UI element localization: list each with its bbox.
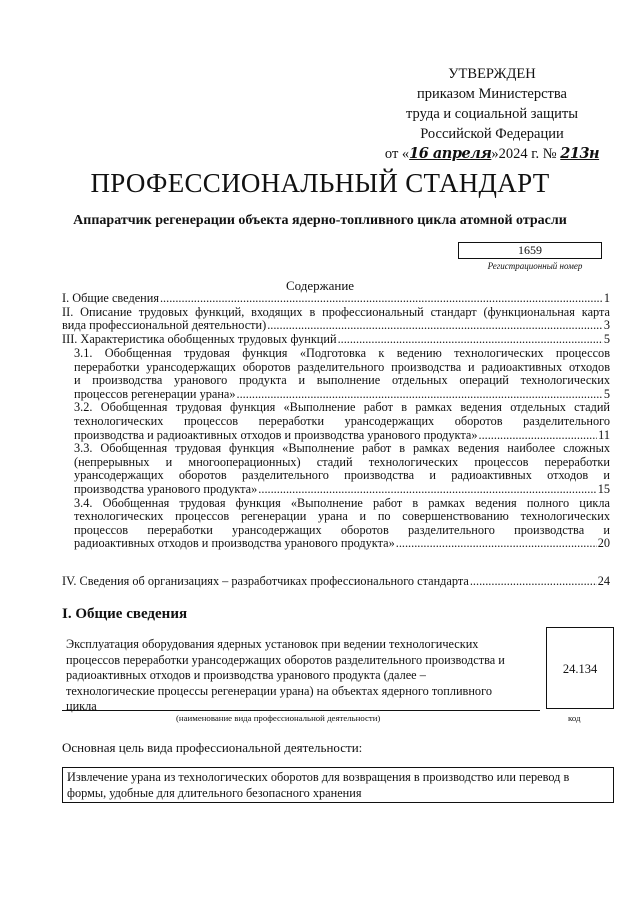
toc-item[interactable]: производства и радиоактивных отходов и производства уранового продукта» ..... 11: [74, 429, 610, 443]
table-of-contents: [62, 292, 610, 346]
toc-item-line: и производства уранового продукта и выполнение отдельных операций технологических: [74, 373, 610, 388]
toc-item-line: процессов переработки урансодержащих оборотов разделительного производства и: [74, 522, 610, 537]
handwritten-number: 213н: [560, 145, 600, 162]
toc-item-line: переработки урансодержащих оборотов разделительного производства и радиоактивных отходов: [74, 359, 610, 374]
approval-line: УТВЕРЖДЕН: [448, 66, 536, 82]
toc-subsection-list: [74, 347, 610, 551]
toc-item[interactable]: вида профессиональной деятельности) ..... 3: [62, 319, 610, 333]
approval-block: [372, 64, 612, 164]
activity-line: Эксплуатация оборудования ядерных установок при ведении технологических: [66, 637, 479, 651]
activity-line: цикла: [66, 699, 97, 713]
toc-item[interactable]: процессов регенерации урана» ..... 5: [74, 388, 610, 402]
toc-item-lead: 3.4. Обобщенная трудовая функция «Выполнение работ в рамках ведения полного цикла: [74, 495, 610, 510]
toc-item-lead: II. Описание трудовых функций, входящих в профессиональный стандарт (функциональная карта: [62, 304, 610, 319]
activity-line: технологические процессы регенерации урана) на объектах ядерного топливного: [66, 683, 492, 698]
approval-line: Российской Федерации: [420, 126, 564, 142]
document-title: ПРОФЕССИОНАЛЬНЫЙ СТАНДАРТ: [90, 168, 550, 198]
toc-item-line: технологических процессов регенерации урана и по совершенствованию технологических: [74, 509, 610, 524]
toc-item-line: урансодержащих оборотов разделительного производства и радиоактивных отходов и: [74, 468, 610, 483]
toc-final: [62, 575, 610, 589]
code-caption: код: [568, 713, 581, 723]
approval-line: приказом Министерства: [417, 86, 567, 102]
purpose-line: формы, удобные для длительного безопасного хранения: [67, 785, 362, 800]
toc-item[interactable]: I. Общие сведения ..... 1: [62, 292, 610, 306]
document-subtitle: Аппаратчик регенерации объекта ядерно-топливного цикла атомной отрасли: [73, 213, 567, 228]
toc-item-line: (непрерывных и многооперационных) стадий технологических процессов переработки: [74, 454, 610, 469]
toc-item[interactable]: производства уранового продукта» ..... 15: [74, 483, 610, 497]
approval-line: труда и социальной защиты: [406, 106, 578, 122]
toc-item-lead: 3.1. Обобщенная трудовая функция «Подготовка к ведению технологических процессов: [74, 346, 610, 360]
registration-number-label: Регистрационный номер: [487, 261, 583, 271]
activity-caption: (наименование вида профессиональной деятельности): [176, 713, 381, 723]
registration-number-box: 1659: [458, 242, 602, 259]
activity-code: 24.134: [546, 627, 614, 709]
toc-item[interactable]: III. Характеристика обобщенных трудовых функций ..... 5: [62, 333, 610, 347]
toc-item-lead: 3.3. Обобщенная трудовая функция «Выполнение работ в рамках ведения наиболее сложных: [74, 441, 610, 456]
purpose-box: [62, 767, 614, 803]
approval-date: от «16 апреля»2024 г. № 213н: [384, 145, 600, 162]
activity-line: радиоактивных отходов и производства уранового продукта (далее –: [66, 668, 426, 682]
toc-item[interactable]: радиоактивных отходов и производства уранового продукта» ..... 20: [74, 537, 610, 551]
activity-line: процессов переработки урансодержащих оборотов разделительного производства и: [66, 652, 505, 667]
toc-heading: Содержание: [285, 278, 355, 293]
toc-item-line: технологических процессов переработки урансодержащих оборотов разделительного: [74, 413, 610, 428]
purpose-line: Извлечение урана из технологических оборотов для возвращения в производство или перевод в: [67, 770, 570, 784]
toc-item[interactable]: IV. Сведения об организациях – разработчиках профессионального стандарта ..... 24: [62, 575, 610, 589]
section-title: I. Общие сведения: [62, 606, 188, 622]
toc-item-lead: 3.2. Обобщенная трудовая функция «Выполнение работ в рамках ведения отдельных стадий: [74, 400, 610, 415]
purpose-title: Основная цель вида профессиональной деятельности:: [62, 740, 363, 755]
activity-name: [66, 637, 538, 715]
handwritten-date: 16 апреля: [409, 145, 492, 162]
